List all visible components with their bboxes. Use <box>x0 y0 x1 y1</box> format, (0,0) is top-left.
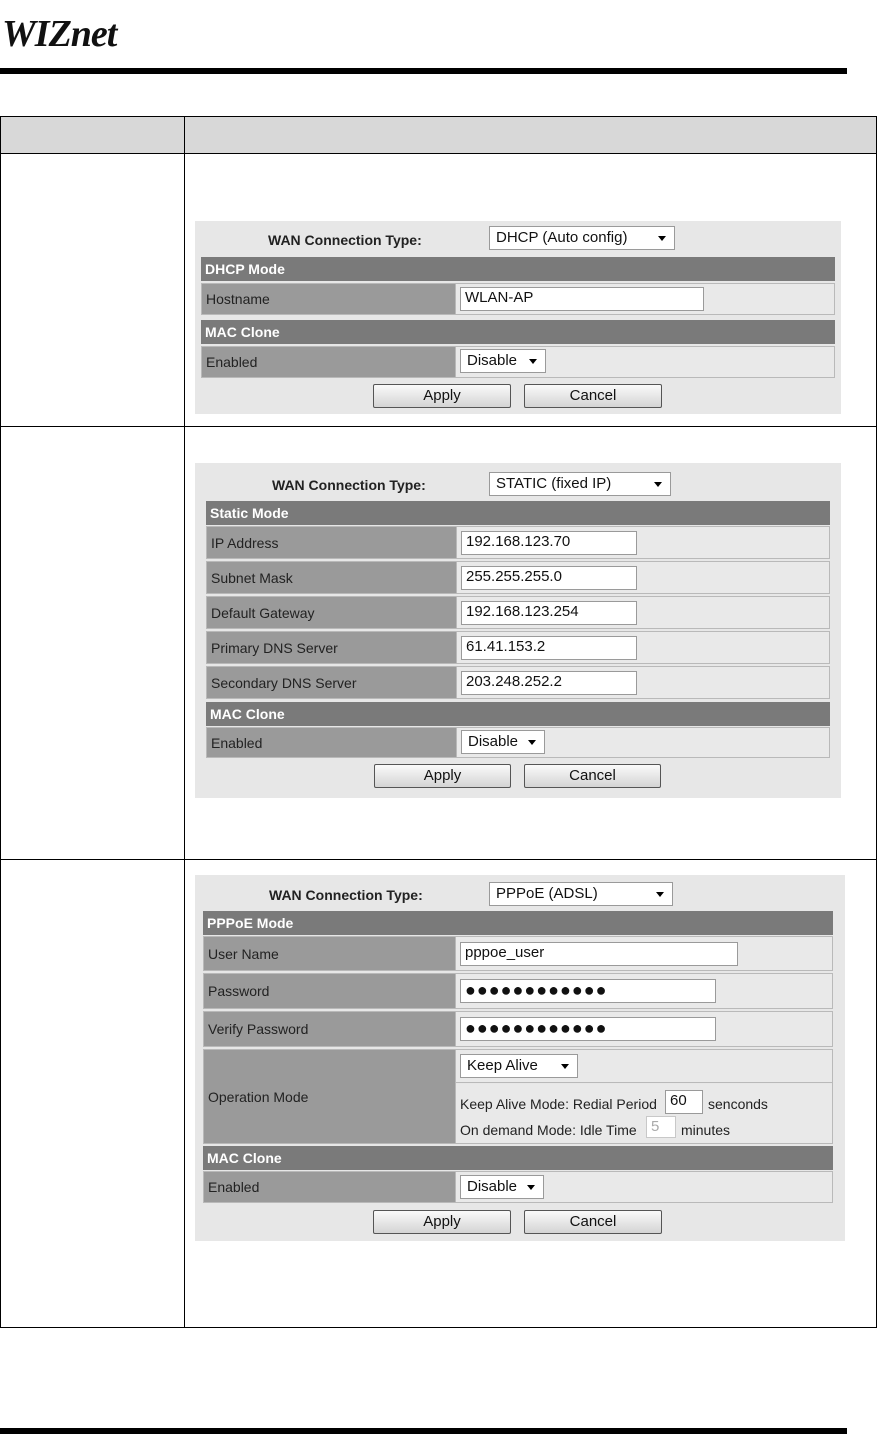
password-row <box>203 973 833 1009</box>
verify-password-cell <box>456 1012 832 1046</box>
chevron-down-icon <box>658 236 666 241</box>
user-name-cell <box>456 937 832 970</box>
default-gateway-input[interactable]: 192.168.123.254 <box>461 601 637 625</box>
primary-dns-label: Primary DNS Server <box>207 632 457 663</box>
chevron-down-icon <box>528 740 536 745</box>
enabled-label: Enabled <box>207 728 457 757</box>
apply-button[interactable]: Apply <box>373 1210 511 1234</box>
ip-address-cell <box>457 527 829 558</box>
wan-type-select[interactable] <box>489 226 675 250</box>
column-divider <box>184 117 185 1327</box>
mac-clone-row <box>203 1171 833 1203</box>
enabled-cell <box>456 1172 832 1202</box>
wan-type-select[interactable] <box>489 882 673 906</box>
mac-clone-row <box>201 346 835 378</box>
apply-button[interactable]: Apply <box>374 764 511 788</box>
verify-password-input[interactable]: ●●●●●●●●●●●● <box>460 1017 716 1041</box>
chevron-down-icon <box>654 482 662 487</box>
hostname-row <box>201 283 835 315</box>
wan-type-label: WAN Connection Type: <box>269 887 423 903</box>
chevron-down-icon <box>529 359 537 364</box>
secondary-dns-cell <box>457 667 829 698</box>
logo-text: WIZnet <box>2 13 117 55</box>
operation-mode-label: Operation Mode <box>204 1050 456 1143</box>
enabled-label: Enabled <box>202 347 456 377</box>
on-demand-label: On demand Mode: Idle Time <box>460 1122 637 1138</box>
wan-type-label: WAN Connection Type: <box>272 477 426 493</box>
primary-dns-input[interactable]: 61.41.153.2 <box>461 636 637 660</box>
password-label: Password <box>204 974 456 1008</box>
row-divider <box>1 859 876 860</box>
pppoe-mode-header: PPPoE Mode <box>203 911 833 935</box>
secondary-dns-label: Secondary DNS Server <box>207 667 457 698</box>
header-rule <box>0 68 847 74</box>
row-divider <box>1 426 876 427</box>
mac-clone-select[interactable] <box>460 349 546 373</box>
operation-mode-cell <box>456 1050 832 1083</box>
ip-address-label: IP Address <box>207 527 457 558</box>
hostname-cell <box>456 284 834 314</box>
mac-clone-value: Disable <box>467 1178 518 1195</box>
primary-dns-row <box>206 631 830 664</box>
wan-type-value: STATIC (fixed IP) <box>496 475 612 492</box>
dhcp-panel <box>195 221 841 414</box>
subnet-mask-cell <box>457 562 829 593</box>
hostname-input[interactable]: WLAN-AP <box>460 287 704 311</box>
mac-clone-select[interactable] <box>460 1175 544 1199</box>
mac-clone-select[interactable] <box>461 730 545 754</box>
verify-password-row <box>203 1011 833 1047</box>
static-mode-header: Static Mode <box>206 501 830 525</box>
chevron-down-icon <box>656 892 664 897</box>
operation-mode-value: Keep Alive <box>467 1057 538 1074</box>
mode-options-cell <box>456 1084 832 1143</box>
wan-type-value: PPPoE (ADSL) <box>496 885 598 902</box>
user-name-input[interactable]: pppoe_user <box>460 942 738 966</box>
enabled-cell <box>456 347 834 377</box>
ip-address-row <box>206 526 830 559</box>
wiznet-logo <box>2 12 116 56</box>
subnet-mask-input[interactable]: 255.255.255.0 <box>461 566 637 590</box>
wan-type-label: WAN Connection Type: <box>268 232 422 248</box>
verify-password-label: Verify Password <box>204 1012 456 1046</box>
hostname-label: Hostname <box>202 284 456 314</box>
primary-dns-cell <box>457 632 829 663</box>
mac-clone-value: Disable <box>468 733 519 750</box>
settings-table <box>0 116 877 1328</box>
cancel-button[interactable]: Cancel <box>524 764 661 788</box>
ip-address-input[interactable]: 192.168.123.70 <box>461 531 637 555</box>
default-gateway-row <box>206 596 830 629</box>
chevron-down-icon <box>527 1185 535 1190</box>
mac-clone-header: MAC Clone <box>206 702 830 726</box>
default-gateway-label: Default Gateway <box>207 597 457 628</box>
cancel-button[interactable]: Cancel <box>524 1210 662 1234</box>
subnet-mask-row <box>206 561 830 594</box>
mac-clone-row <box>206 727 830 758</box>
dhcp-mode-header: DHCP Mode <box>201 257 835 281</box>
chevron-down-icon <box>561 1064 569 1069</box>
mac-clone-header: MAC Clone <box>201 320 835 344</box>
seconds-unit: senconds <box>708 1096 768 1112</box>
user-name-label: User Name <box>204 937 456 970</box>
enabled-cell <box>457 728 829 757</box>
password-cell <box>456 974 832 1008</box>
static-panel <box>195 463 841 798</box>
pppoe-panel <box>195 875 845 1241</box>
operation-mode-select[interactable] <box>460 1054 578 1078</box>
minutes-unit: minutes <box>681 1122 731 1138</box>
keep-alive-label: Keep Alive Mode: Redial Period <box>460 1096 657 1112</box>
mac-clone-header: MAC Clone <box>203 1146 833 1170</box>
redial-period-input[interactable]: 60 <box>665 1090 703 1114</box>
user-name-row <box>203 936 833 971</box>
secondary-dns-row <box>206 666 830 699</box>
enabled-label: Enabled <box>204 1172 456 1202</box>
subnet-mask-label: Subnet Mask <box>207 562 457 593</box>
operation-mode-row <box>203 1049 833 1144</box>
secondary-dns-input[interactable]: 203.248.252.2 <box>461 671 637 695</box>
cancel-button[interactable]: Cancel <box>524 384 662 408</box>
default-gateway-cell <box>457 597 829 628</box>
footer-rule <box>0 1428 847 1434</box>
apply-button[interactable]: Apply <box>373 384 511 408</box>
wan-type-value: DHCP (Auto config) <box>496 229 628 246</box>
table-header-row <box>1 117 876 154</box>
idle-time-input[interactable]: 5 <box>646 1116 676 1138</box>
wan-type-select[interactable] <box>489 472 671 496</box>
mac-clone-value: Disable <box>467 352 518 369</box>
password-input[interactable]: ●●●●●●●●●●●● <box>460 979 716 1003</box>
